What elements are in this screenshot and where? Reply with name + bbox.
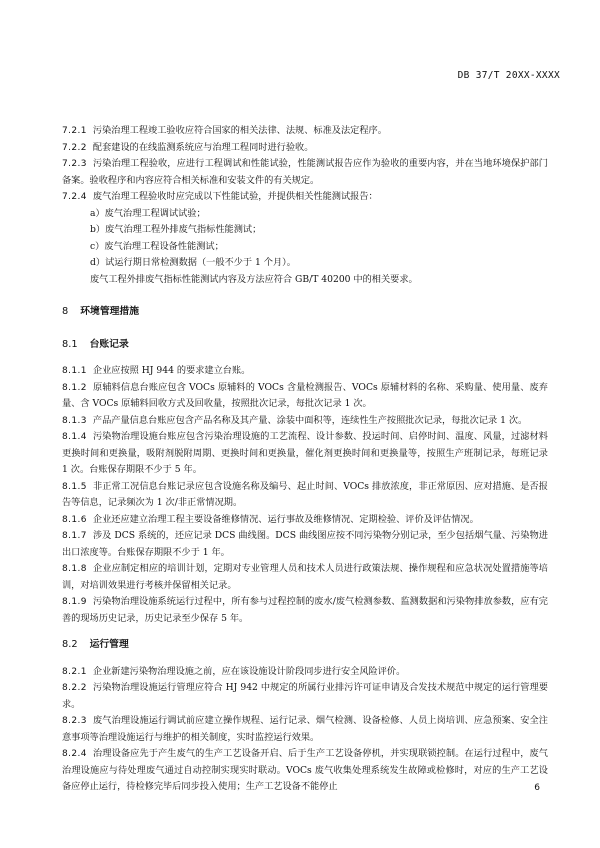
clause-number: 7.2.1 — [62, 126, 87, 136]
clause-text: 非正常工况信息台账记录应包含设施名称及编号、起止时间、VOCs 排放浓度，非正常原因、应对措施、是否报告等信息，记录频次为 1 次/非正常情况期。 — [62, 480, 548, 508]
clause-7-2-4 — [62, 189, 548, 206]
clause-text: 配套建设的在线监测系统应与治理工程同时进行验收。 — [92, 141, 314, 153]
clause-number: 8.1.6 — [62, 514, 87, 525]
clause-text: 企业新建污染物治理设施之前，应在该设施设计阶段同步进行安全风险评价。 — [92, 665, 406, 677]
clause-8-2-2 — [62, 680, 548, 713]
clause-8-1-6 — [62, 512, 548, 529]
clause-number: 8.1.1 — [62, 366, 87, 376]
clause-text: 治理设备应先于产生废气的生产工艺设备开启、后于生产工艺设备停机，并实现联锁控制。在运行过程中，废气治理设施应与待处理废气通过自动控制实现实时联动。VOCs 废气收集处理系统发生故障或检修时，对应的生产工艺设备应停止运行，待检修完毕后同步投入使用；生产工艺设备不能停止 — [62, 748, 548, 792]
section-title: 运行管理 — [89, 639, 129, 650]
clause-8-1-3 — [62, 413, 548, 430]
clause-text: 企业应按照 HJ 944 的要求建立台账。 — [92, 365, 251, 376]
clause-number: 7.2.4 — [62, 192, 87, 202]
clause-text: 污染治理工程竣工验收应符合国家的相关法律、法规、标准及法定程序。 — [92, 125, 387, 136]
clause-8-2-1 — [62, 664, 548, 681]
clause-8-1-5 — [62, 479, 548, 512]
clause-8-1-9 — [62, 594, 548, 627]
clause-text: 涉及 DCS 系统的，还应记录 DCS 曲线图。DCS 曲线图应按不同污染物分别记录，至少包括烟气量、污染物进出口浓度等。台账保存期限不少于 1 年。 — [62, 530, 548, 558]
clause-number: 8.1.5 — [62, 481, 87, 492]
clause-text: 企业还应建立治理工程主要设备维修情况、运行事故及维修情况、定期检验、评价及评估情况。 — [92, 513, 479, 525]
clause-text: 产品产量信息台账应包含产品名称及其产量、涂装中面积等，连续性生产按照批次记录，每批次记录 1 次。 — [92, 414, 528, 426]
clause-number: 8.1.8 — [62, 564, 87, 574]
clause-text: 企业应制定相应的培训计划，定期对专业管理人员和技术人员进行政策法规、操作规程和应急状况处置措施等培训，对培训效果进行考核并保留相关记录。 — [62, 563, 548, 591]
clause-text: 污染物治理设施运行管理应符合 HJ 942 中规定的所属行业排污许可证申请及合发技术规范中规定的运行管理要求。 — [62, 682, 548, 710]
clause-text: 污染治理工程验收，应进行工程调试和性能试验，性能测试报告应作为验收的重要内容，并在当地环境保护部门备案。验收程序和内容应符合相关标准和安装文件的有关规定。 — [62, 158, 548, 186]
clause-7-2-1 — [62, 123, 548, 140]
clause-8-1-7 — [62, 528, 548, 561]
section-8-1-heading — [62, 337, 548, 354]
clause-number: 8.2.3 — [62, 716, 87, 726]
clause-text: 废气治理设施运行调试前应建立操作规程、运行记录、烟气检测、设备检修、人员上岗培训、应急预案、安全注意事项等治理设施运行与维护的相关制度，实时监控运行效果。 — [62, 715, 548, 743]
list-item-d: d）试运行期日常检测数据（一般不少于 1 个月）。 — [90, 257, 296, 268]
clause-number: 8.1.2 — [62, 382, 87, 393]
list-item-a: a）废气治理工程调试试验； — [90, 207, 206, 219]
clause-number: 8.2.2 — [62, 683, 87, 693]
clause-8-1-2 — [62, 380, 548, 413]
clause-text: 污染物治理设施系统运行过程中，所有参与过程控制的废水/废气检测参数、监测数据和污染物排放参数，应有完善的现场历史记录，历史记录至少保存 5 年。 — [62, 596, 548, 624]
clause-number: 8.2.4 — [62, 749, 87, 759]
section-title: 台账记录 — [89, 338, 129, 350]
section-number: 8 — [62, 306, 69, 317]
page-content — [62, 123, 548, 796]
document-code: DB 37/T 20XX-XXXX — [457, 70, 560, 81]
clause-number: 8.1.9 — [62, 597, 87, 607]
clause-7-2-2 — [62, 140, 548, 157]
clause-number: 7.2.2 — [62, 142, 87, 153]
clause-7-2-3 — [62, 156, 548, 189]
list-item-b: b）废气治理工程外排废气指标性能测试； — [90, 224, 262, 235]
section-number: 8.2 — [62, 639, 78, 650]
clause-number: 7.2.3 — [62, 159, 87, 169]
list-item-c: c）废气治理工程设备性能测试； — [90, 240, 224, 252]
list-note: 废气工程外排废气指标性能测试内容及方法应符合 GB/T 40200 中的相关要求。 — [90, 273, 418, 285]
section-number: 8.1 — [62, 338, 78, 350]
clause-8-1-1 — [62, 363, 548, 380]
section-8-2-heading — [62, 637, 548, 654]
clause-8-2-3 — [62, 713, 548, 746]
section-title: 环境管理措施 — [80, 306, 140, 317]
clause-8-1-4 — [62, 429, 548, 479]
page-number: 6 — [534, 783, 540, 793]
clause-number: 8.1.3 — [62, 415, 87, 426]
clause-text: 废气治理工程验收时应完成以下性能试验，并提供相关性能测试报告： — [92, 191, 378, 202]
clause-number: 8.2.1 — [62, 666, 87, 677]
clause-text: 原辅料信息台账应包含 VOCs 原辅料的 VOCs 含量检测报告、VOCs 原辅材料的名称、采购量、使用量、废弃量、含 VOCs 原辅料回收方式及回收量，按照批次记录，每批次记录 1 次。 — [62, 381, 548, 409]
clause-8-1-8 — [62, 561, 548, 594]
clause-8-2-4 — [62, 746, 548, 796]
clause-number: 8.1.4 — [62, 432, 87, 442]
section-8-heading — [62, 304, 548, 321]
clause-text: 污染物治理设施台账应包含污染治理设施的工艺流程、设计参数、投运时间、启停时间、温度、风量，过滤材料更换时间和更换量，吸附剂脱附周期、更换时间和更换量，催化剂更换时间和更换量等，按照生产班制记录，每班记录 1 次。台账保存期限不少于 5 年。 — [62, 431, 548, 475]
clause-number: 8.1.7 — [62, 531, 87, 541]
